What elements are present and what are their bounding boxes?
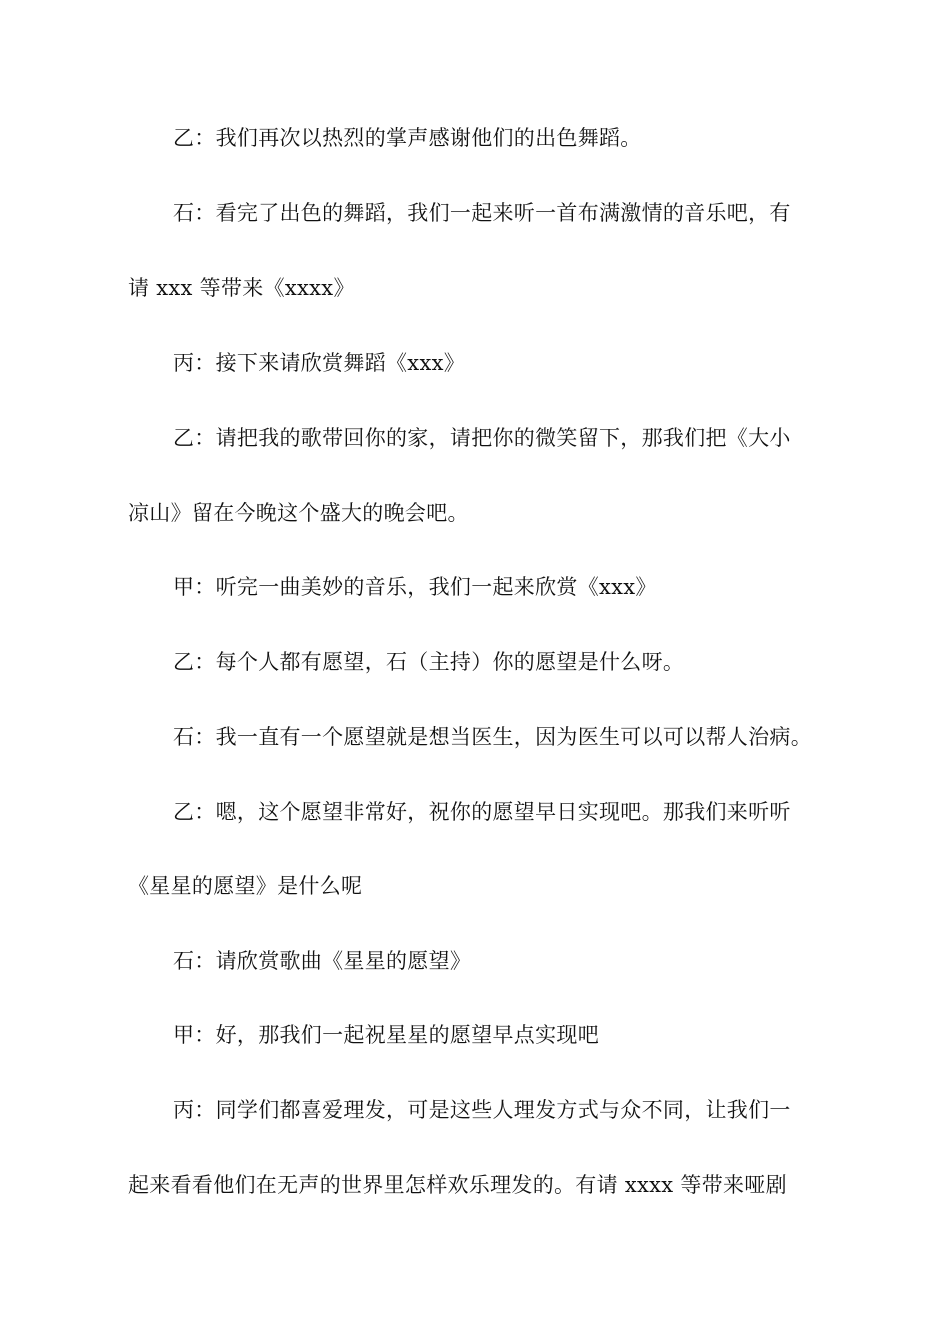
script-line: 乙：嗯，这个愿望非常好，祝你的愿望早日实现吧。那我们来听听 (173, 800, 791, 824)
script-line: 甲：听完一曲美妙的音乐，我们一起来欣赏《xxx》 (173, 575, 657, 599)
script-line-continuation: 《星星的愿望》是什么呢 (128, 874, 363, 898)
script-line: 乙：每个人都有愿望，石（主持）你的愿望是什么呀。 (173, 650, 685, 674)
script-line: 乙：请把我的歌带回你的家，请把你的微笑留下，那我们把《大小 (173, 426, 791, 450)
script-line: 石：请欣赏歌曲《星星的愿望》 (173, 949, 472, 973)
script-line: 石：我一直有一个愿望就是想当医生，因为医生可以可以帮人治病。 (173, 725, 812, 749)
script-line: 丙：同学们都喜爱理发，可是这些人理发方式与众不同，让我们一 (173, 1098, 791, 1122)
script-line: 石：看完了出色的舞蹈，我们一起来听一首布满激情的音乐吧，有 (173, 201, 791, 225)
script-line: 甲：好，那我们一起祝星星的愿望早点实现吧 (173, 1023, 599, 1047)
script-line-continuation: 起来看看他们在无声的世界里怎样欢乐理发的。有请 xxxx 等带来哑剧 (128, 1173, 787, 1197)
script-line: 丙：接下来请欣赏舞蹈《xxx》 (173, 351, 466, 375)
script-line-continuation: 请 xxx 等带来《xxxx》 (128, 276, 355, 300)
script-line: 乙：我们再次以热烈的掌声感谢他们的出色舞蹈。 (173, 126, 642, 150)
script-line-continuation: 凉山》留在今晚这个盛大的晚会吧。 (128, 501, 469, 525)
